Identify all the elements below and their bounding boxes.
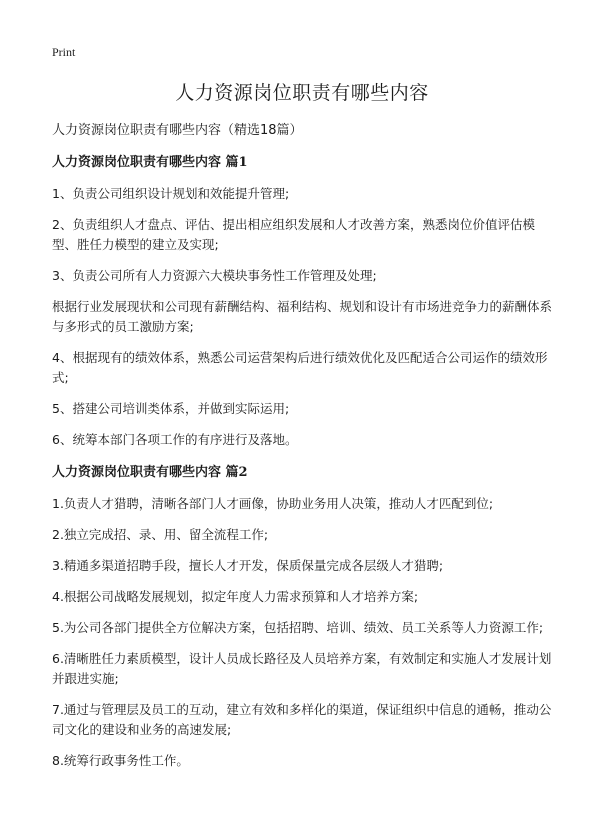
paragraph: 5、搭建公司培训类体系，并做到实际运用; xyxy=(52,401,290,416)
section-heading: 人力资源岗位职责有哪些内容 篇1 xyxy=(52,155,248,170)
paragraph: 3.精通多渠道招聘手段，擅长人才开发，保质保量完成各层级人才猎聘; xyxy=(52,558,444,573)
document-subtitle: 人力资源岗位职责有哪些内容（精选18篇） xyxy=(52,123,303,138)
paragraph: 1.负责人才猎聘，清晰各部门人才画像，协助业务用人决策，推动人才匹配到位; xyxy=(52,496,494,511)
paragraph: 2、负责组织人才盘点、评估、提出相应组织发展和人才改善方案，熟悉岗位价值评估模型、胜任力模型的建立及实现; xyxy=(52,217,535,252)
paragraph: 7.通过与管理层及员工的互动，建立有效和多样化的渠道，保证组织中信息的通畅，推动公司文化的建设和业务的高速发展; xyxy=(52,702,552,737)
document-body xyxy=(52,78,552,782)
print-label: Print xyxy=(52,45,76,59)
section-2 xyxy=(52,461,552,771)
document-title: 人力资源岗位职责有哪些内容 xyxy=(175,82,429,104)
section-1 xyxy=(52,151,552,450)
paragraph: 4.根据公司战略发展规划，拟定年度人力需求预算和人才培养方案; xyxy=(52,589,419,604)
paragraph: 5.为公司各部门提供全方位解决方案，包括招聘、培训、绩效、员工关系等人力资源工作; xyxy=(52,620,544,635)
paragraph: 4、根据现有的绩效体系，熟悉公司运营架构后进行绩效优化及匹配适合公司运作的绩效形式; xyxy=(52,350,548,385)
paragraph: 2.独立完成招、录、用、留全流程工作; xyxy=(52,527,269,542)
paragraph: 6、统筹本部门各项工作的有序进行及落地。 xyxy=(52,432,298,447)
paragraph: 根据行业发展现状和公司现有薪酬结构、福利结构、规划和设计有市场进竞争力的薪酬体系与多形式的员工激励方案; xyxy=(52,299,553,334)
paragraph: 8.统筹行政事务性工作。 xyxy=(52,753,189,768)
paragraph: 6.清晰胜任力素质模型，设计人员成长路径及人员培养方案，有效制定和实施人才发展计划并跟进实施; xyxy=(52,651,552,686)
section-heading: 人力资源岗位职责有哪些内容 篇2 xyxy=(52,465,248,480)
paragraph: 1、负责公司组织设计规划和效能提升管理; xyxy=(52,186,290,201)
paragraph: 3、负责公司所有人力资源六大模块事务性工作管理及处理; xyxy=(52,268,377,283)
